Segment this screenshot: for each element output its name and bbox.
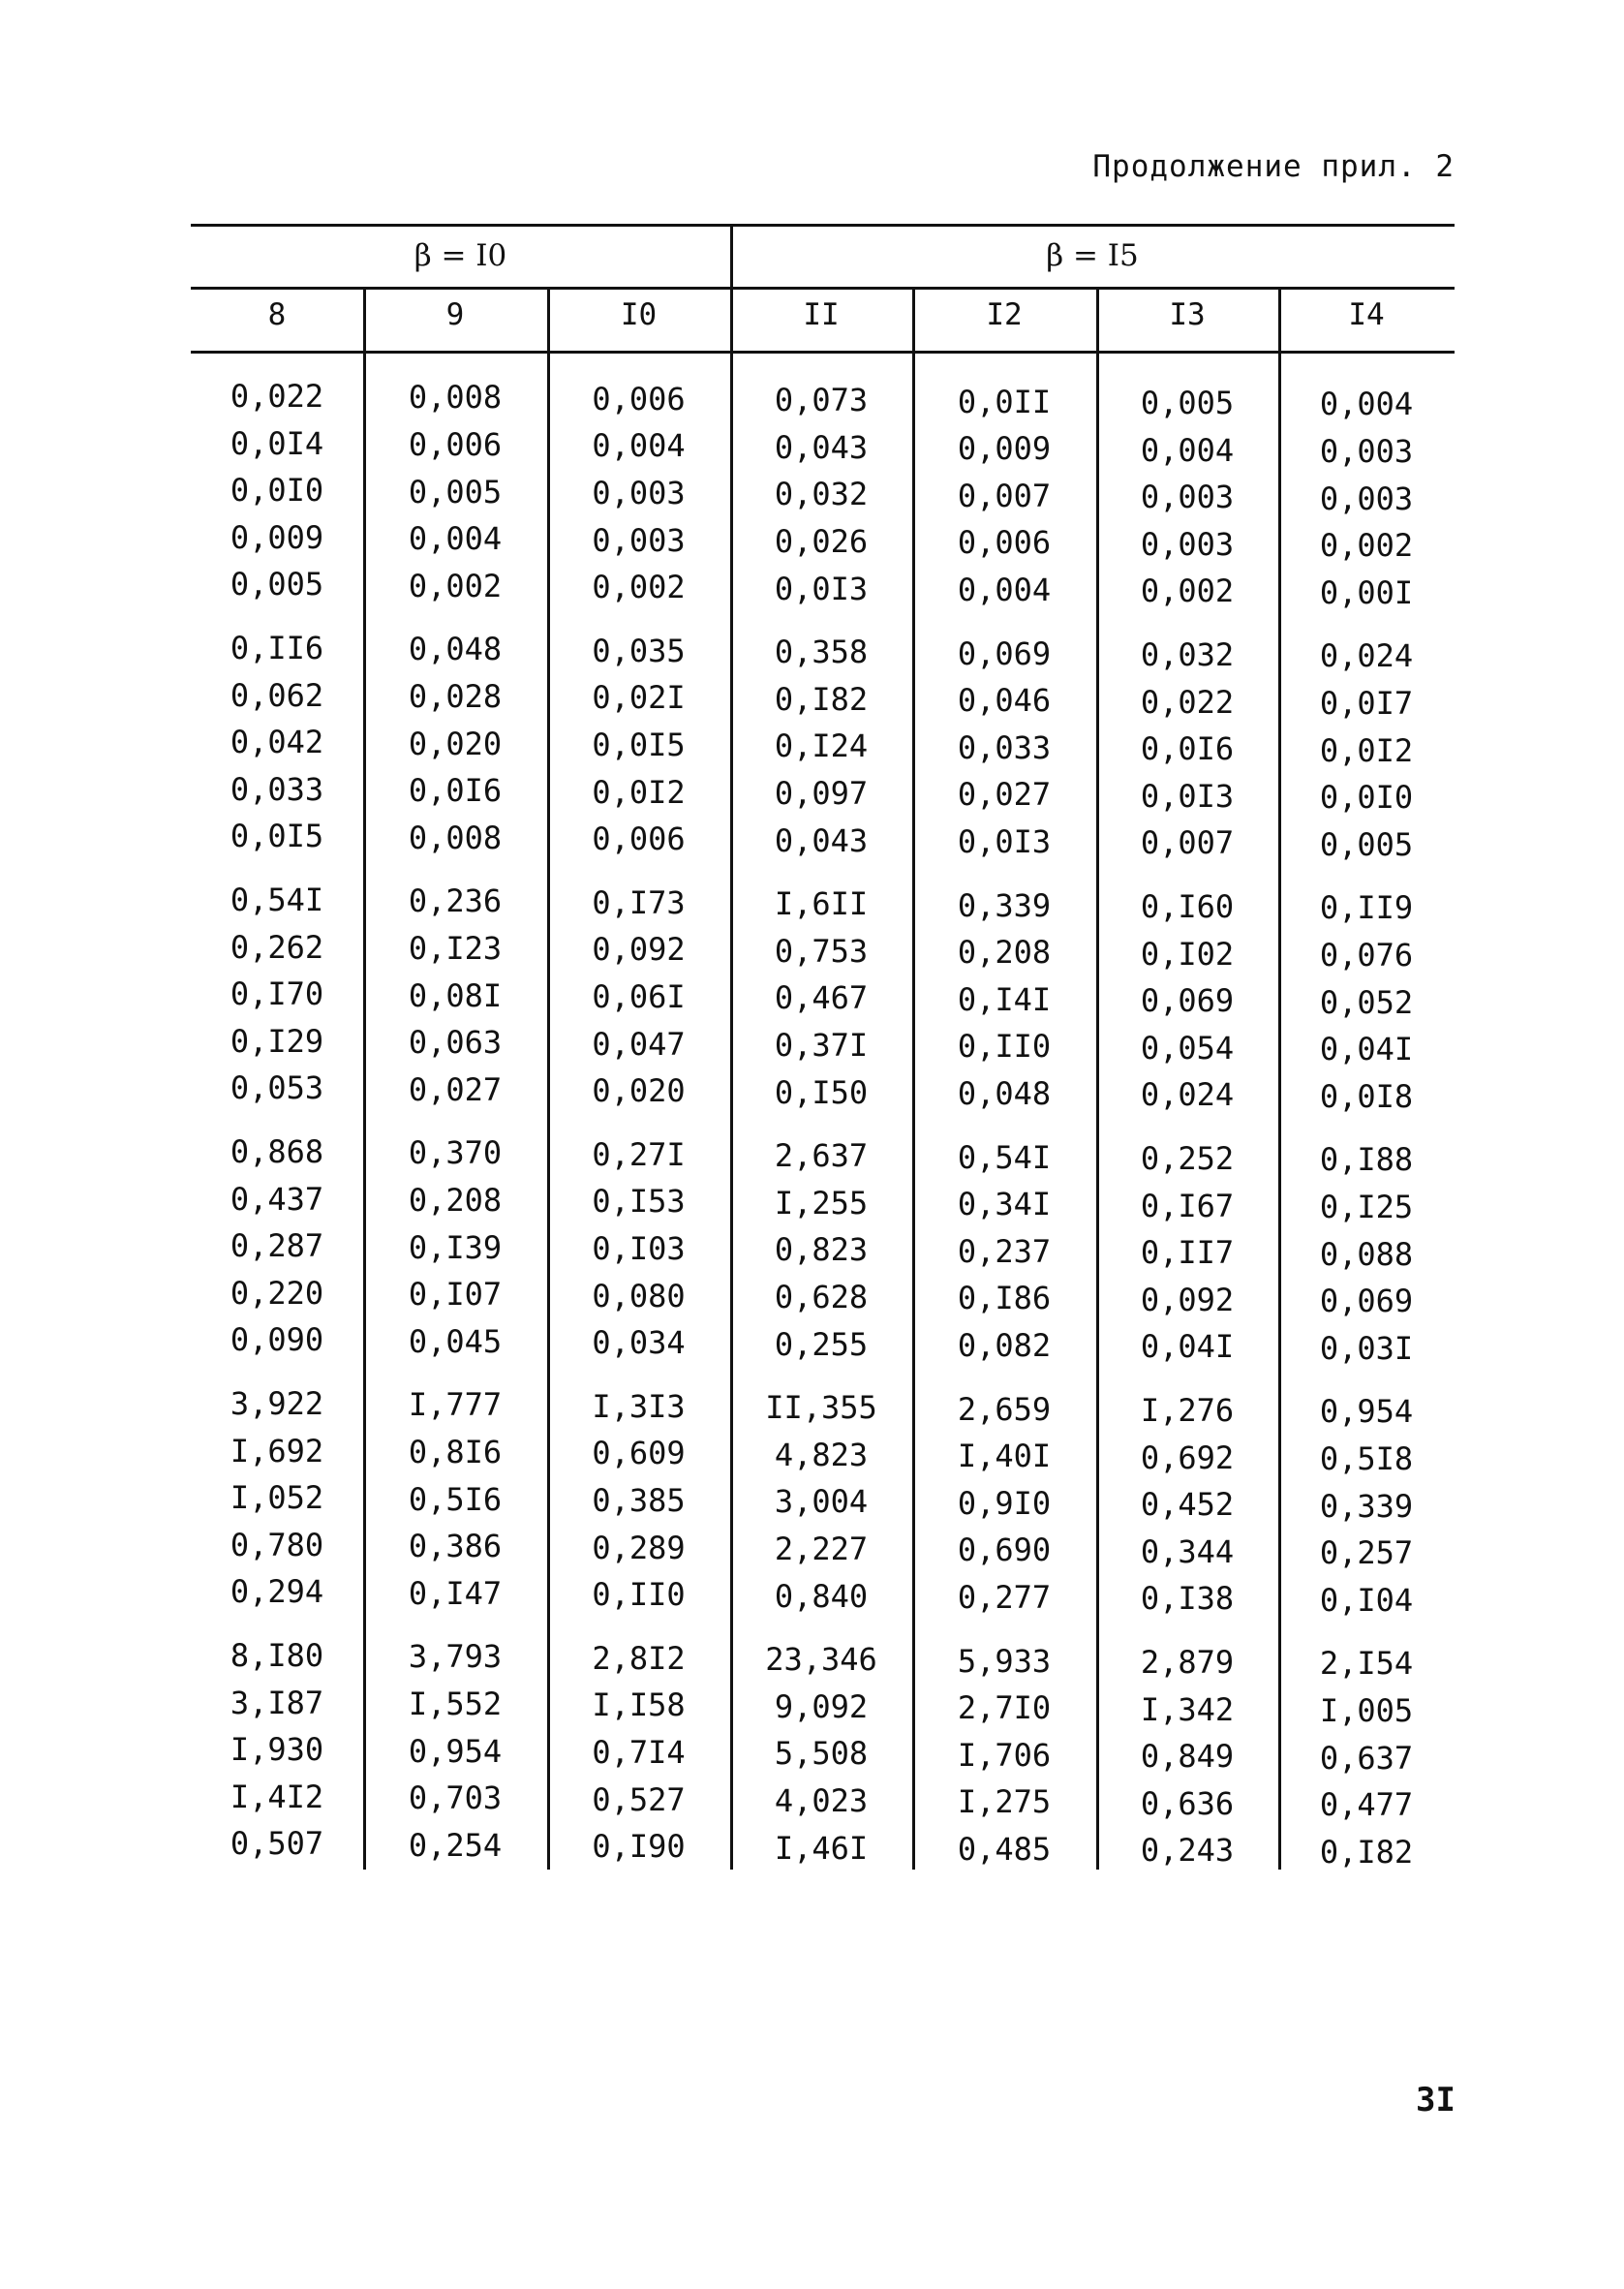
table-cell: 4,823 <box>774 1436 869 1473</box>
table-cell: 0,I67 <box>1140 1187 1235 1224</box>
column-header: I3 <box>1169 297 1206 332</box>
table-cell: 0,255 <box>774 1325 869 1363</box>
table-cell: 3,I87 <box>230 1684 324 1721</box>
column-header: II <box>803 297 840 332</box>
table-cell: 0,54I <box>230 882 324 918</box>
group-header-rule <box>191 287 1455 290</box>
table-cell: 0,008 <box>408 379 503 417</box>
table-cell: 2,I54 <box>1319 1645 1414 1683</box>
table-cell: 0,I23 <box>408 930 503 967</box>
table-cell: 0,048 <box>957 1075 1052 1112</box>
table-cell: 0,358 <box>774 634 869 671</box>
table-cell: 0,0I3 <box>774 570 869 607</box>
table-cell: 0,007 <box>1140 824 1235 862</box>
table-cell: 0,5I6 <box>408 1480 503 1518</box>
table-cell: 0,033 <box>230 770 324 808</box>
table-cell: 0,452 <box>1140 1486 1235 1524</box>
table-cell: 0,004 <box>592 427 686 465</box>
table-cell: 0,I60 <box>1140 888 1235 925</box>
table-cell: 2,8I2 <box>592 1639 686 1677</box>
table-cell: 0,I73 <box>592 883 686 921</box>
table-cell: 0,339 <box>957 886 1052 924</box>
table-cell: 0,002 <box>1319 527 1414 565</box>
table-cell: 0,04I <box>1319 1031 1414 1068</box>
table-cell: 0,042 <box>230 724 324 761</box>
table-cell: 0,003 <box>1140 479 1235 516</box>
table-cell: I,552 <box>408 1686 503 1722</box>
table-cell: 0,I82 <box>774 680 869 718</box>
table-cell: 0,005 <box>1140 385 1235 421</box>
table-cell: I,3I3 <box>592 1387 686 1425</box>
table-cell: 0,076 <box>1319 937 1414 974</box>
table-cell: 0,220 <box>230 1274 324 1312</box>
table-cell: 0,243 <box>1140 1832 1235 1870</box>
table-cell: 0,954 <box>1319 1393 1414 1431</box>
table-cell: 2,659 <box>957 1390 1052 1428</box>
table-cell: 0,0I5 <box>592 727 686 763</box>
table-cell: 0,780 <box>230 1526 324 1563</box>
table-cell: 0,II9 <box>1319 889 1414 927</box>
table-cell: 0,069 <box>957 634 1052 672</box>
table-cell: 0,437 <box>230 1180 324 1218</box>
table-cell: 0,046 <box>957 682 1052 720</box>
table-cell: 2,879 <box>1140 1644 1235 1681</box>
table-cell: 0,003 <box>1319 433 1414 470</box>
table-cell: 0,024 <box>1140 1076 1235 1114</box>
table-cell: 0,003 <box>1140 525 1235 563</box>
table-cell: 0,609 <box>592 1435 686 1472</box>
table-cell: 0,840 <box>774 1577 869 1615</box>
table-cell: 0,032 <box>1140 636 1235 673</box>
table-cell: 0,006 <box>408 426 503 463</box>
table-cell: 0,0I6 <box>408 772 503 810</box>
table-cell: 0,I38 <box>1140 1580 1235 1618</box>
table-cell: 0,082 <box>957 1327 1052 1364</box>
table-cell: 0,I03 <box>592 1230 686 1267</box>
table-cell: 0,254 <box>408 1826 503 1864</box>
table-cell: 0,092 <box>592 931 686 969</box>
table-cell: I,40I <box>957 1438 1052 1475</box>
table-cell: I,052 <box>230 1479 324 1517</box>
table-cell: 0,034 <box>592 1324 686 1362</box>
table-cell: 0,007 <box>957 477 1052 514</box>
table-cell: 0,0I7 <box>1319 685 1414 722</box>
table-cell: 3,793 <box>408 1638 503 1676</box>
table-cell: I,777 <box>408 1386 503 1424</box>
table-cell: 0,006 <box>592 820 686 858</box>
table-cell: 0,028 <box>408 678 503 715</box>
table-cell: 0,262 <box>230 928 324 966</box>
table-cell: 0,237 <box>957 1232 1052 1270</box>
table-cell: 0,006 <box>957 524 1052 562</box>
table-cell: 0,027 <box>408 1070 503 1108</box>
table-cell: 0,339 <box>1319 1487 1414 1525</box>
table-cell: 0,063 <box>408 1024 503 1062</box>
table-cell: 0,03I <box>1319 1329 1414 1367</box>
table-cell: 0,236 <box>408 882 503 920</box>
table-cell: 0,I47 <box>408 1574 503 1612</box>
table-cell: 0,005 <box>408 473 503 510</box>
table-cell: I,005 <box>1319 1692 1414 1729</box>
table-cell: 0,003 <box>1319 479 1414 517</box>
table-cell: 0,344 <box>1140 1532 1235 1570</box>
table-cell: 0,I70 <box>230 975 324 1013</box>
table-cell: 0,0I2 <box>1319 731 1414 769</box>
table-cell: 0,02I <box>592 679 686 717</box>
table-cell: 0,003 <box>592 475 686 511</box>
table-cell: 0,5I8 <box>1319 1440 1414 1477</box>
table-cell: 0,020 <box>408 725 503 762</box>
table-cell: 0,477 <box>1319 1786 1414 1824</box>
table-cell: 0,I07 <box>408 1276 503 1314</box>
table-cell: 0,027 <box>957 776 1052 814</box>
table-cell: 0,033 <box>957 728 1052 766</box>
table-cell: 0,257 <box>1319 1534 1414 1572</box>
table-cell: I,46I <box>774 1829 869 1867</box>
table-cell: 0,004 <box>1140 431 1235 469</box>
table-cell: 0,054 <box>1140 1029 1235 1067</box>
table-cell: 0,06I <box>592 978 686 1015</box>
table-cell: 0,052 <box>1319 983 1414 1021</box>
table-cell: 0,0I3 <box>1140 777 1235 815</box>
table-cell: 0,703 <box>408 1779 503 1817</box>
table-cell: 0,004 <box>408 520 503 558</box>
table-cell: 0,467 <box>774 979 869 1017</box>
table-cell: 0,II6 <box>230 630 324 666</box>
table-cell: 0,062 <box>230 676 324 714</box>
table-cell: 0,37I <box>774 1027 869 1064</box>
table-cell: 0,690 <box>957 1531 1052 1569</box>
table-cell: 0,I25 <box>1319 1189 1414 1225</box>
table-cell: 0,8I6 <box>408 1434 503 1470</box>
table-cell: 0,0I6 <box>1140 730 1235 768</box>
table-cell: 0,527 <box>592 1780 686 1818</box>
table-cell: 0,026 <box>774 523 869 560</box>
table-cell: 2,227 <box>774 1531 869 1567</box>
table-cell: 0,954 <box>408 1732 503 1770</box>
table-cell: 0,386 <box>408 1528 503 1565</box>
table-cell: 0,208 <box>408 1182 503 1219</box>
table-cell: 5,933 <box>957 1642 1052 1680</box>
table-cell: 0,636 <box>1140 1784 1235 1822</box>
table-cell: 0,048 <box>408 631 503 668</box>
table-cell: 0,024 <box>1319 637 1414 675</box>
table-cell: 0,009 <box>957 430 1052 468</box>
column-header: 8 <box>267 297 287 332</box>
table-cell: 0,032 <box>774 476 869 513</box>
table-cell: 0,I04 <box>1319 1581 1414 1619</box>
table-cell: 0,090 <box>230 1321 324 1359</box>
table-cell: 0,I24 <box>774 727 869 765</box>
table-cell: 8,I80 <box>230 1637 324 1674</box>
table-cell: 0,I90 <box>592 1828 686 1866</box>
table-cell: 0,003 <box>592 521 686 559</box>
table-cell: 0,002 <box>592 569 686 606</box>
table-cell: 0,485 <box>957 1831 1052 1868</box>
table-cell: 0,I02 <box>1140 935 1235 973</box>
table-cell: II,355 <box>765 1389 877 1427</box>
table-cell: 0,I88 <box>1319 1141 1414 1179</box>
table-cell: 9,092 <box>774 1687 869 1725</box>
table-cell: I,692 <box>230 1432 324 1469</box>
column-header: I0 <box>620 297 658 332</box>
table-cell: I,I58 <box>592 1686 686 1724</box>
beta-group-header: β = I5 <box>1046 238 1139 273</box>
table-cell: 0,04I <box>1140 1328 1235 1366</box>
table-cell: 0,54I <box>957 1138 1052 1176</box>
table-cell: I,706 <box>957 1736 1052 1774</box>
table-cell: I,342 <box>1140 1690 1235 1728</box>
table-cell: 0,277 <box>957 1579 1052 1616</box>
table-cell: 0,208 <box>957 934 1052 972</box>
table-cell: I,255 <box>774 1184 869 1222</box>
column-header-rule <box>191 351 1455 354</box>
table-cell: 0,II0 <box>592 1576 686 1614</box>
table-cell: 0,I50 <box>774 1073 869 1111</box>
table-cell: 0,043 <box>774 821 869 859</box>
table-cell: 0,294 <box>230 1573 324 1611</box>
column-header: I4 <box>1348 297 1385 332</box>
table-cell: 0,7I4 <box>592 1734 686 1771</box>
table-cell: 0,637 <box>1319 1739 1414 1777</box>
table-cell: 5,508 <box>774 1735 869 1773</box>
table-cell: 0,080 <box>592 1277 686 1315</box>
table-cell: 0,053 <box>230 1069 324 1107</box>
table-cell: 0,005 <box>230 566 324 603</box>
table-cell: 0,069 <box>1140 982 1235 1020</box>
page-number: 3I <box>1416 2081 1455 2119</box>
table-cell: 4,023 <box>774 1782 869 1819</box>
table-cell: 0,385 <box>592 1482 686 1519</box>
table-cell: 0,009 <box>230 518 324 556</box>
table-cell: 0,I86 <box>957 1280 1052 1317</box>
table-cell: 2,7I0 <box>957 1689 1052 1727</box>
table-cell: 0,I82 <box>1319 1833 1414 1871</box>
table-cell: 0,823 <box>774 1231 869 1269</box>
continuation-note: Продолжение прил. 2 <box>1092 149 1455 184</box>
table-cell: 0,0I3 <box>957 823 1052 860</box>
table-cell: 3,004 <box>774 1483 869 1521</box>
table-cell: 0,043 <box>774 428 869 466</box>
table-cell: 0,27I <box>592 1135 686 1173</box>
table-cell: 0,092 <box>1140 1281 1235 1318</box>
table-cell: 0,0I2 <box>592 773 686 811</box>
table-cell: 0,045 <box>408 1322 503 1360</box>
table-cell: 0,0I0 <box>1319 779 1414 817</box>
table-cell: 0,I39 <box>408 1228 503 1266</box>
table-cell: I,4I2 <box>230 1778 324 1815</box>
table-cell: 0,I29 <box>230 1022 324 1060</box>
table-cell: 0,252 <box>1140 1140 1235 1177</box>
table-cell: 0,022 <box>1140 683 1235 721</box>
table-cell: 0,008 <box>408 819 503 856</box>
table-cell: 0,II0 <box>957 1028 1052 1066</box>
table-cell: 0,035 <box>592 632 686 669</box>
table-cell: I,275 <box>957 1783 1052 1821</box>
table-cell: 0,002 <box>408 567 503 604</box>
table-cell: 0,I53 <box>592 1183 686 1221</box>
table-cell: I,930 <box>230 1731 324 1769</box>
table-cell: 0,08I <box>408 976 503 1014</box>
table-cell: 0,34I <box>957 1186 1052 1223</box>
table-cell: I,6II <box>774 885 869 923</box>
table-cell: 0,088 <box>1319 1235 1414 1273</box>
table-cell: 0,097 <box>774 775 869 812</box>
table-cell: 0,0I5 <box>230 818 324 855</box>
table-cell: 0,849 <box>1140 1738 1235 1776</box>
table-cell: 0,047 <box>592 1025 686 1063</box>
table-cell: 0,005 <box>1319 825 1414 863</box>
table-cell: 0,073 <box>774 382 869 419</box>
table-cell: 0,I4I <box>957 980 1052 1018</box>
table-cell: 0,004 <box>957 572 1052 608</box>
table-cell: 0,0I0 <box>230 472 324 510</box>
table-cell: 3,922 <box>230 1385 324 1422</box>
table-cell: 0,II7 <box>1140 1234 1235 1272</box>
table-cell: 2,637 <box>774 1137 869 1175</box>
table-cell: 0,507 <box>230 1825 324 1863</box>
table-cell: 0,00I <box>1319 573 1414 611</box>
table-cell: 0,004 <box>1319 386 1414 423</box>
table-cell: 0,020 <box>592 1072 686 1110</box>
table-cell: 0,692 <box>1140 1438 1235 1476</box>
table-cell: 23,346 <box>765 1641 877 1679</box>
table-cell: 0,0I4 <box>230 424 324 462</box>
table-cell: 0,753 <box>774 932 869 970</box>
table-cell: 0,370 <box>408 1134 503 1172</box>
table-cell: I,276 <box>1140 1392 1235 1429</box>
column-header: 9 <box>445 297 465 332</box>
table-cell: 0,0II <box>957 383 1052 420</box>
column-header: I2 <box>986 297 1023 332</box>
table-top-rule <box>191 224 1455 227</box>
table-cell: 0,628 <box>774 1279 869 1315</box>
table-cell: 0,069 <box>1319 1283 1414 1320</box>
table-cell: 0,287 <box>230 1227 324 1265</box>
table-cell: 0,289 <box>592 1529 686 1566</box>
table-cell: 0,9I0 <box>957 1484 1052 1522</box>
beta-group-header: β = I0 <box>414 238 507 273</box>
table-cell: 0,006 <box>592 380 686 418</box>
table-cell: 0,022 <box>230 378 324 415</box>
table-cell: 0,0I8 <box>1319 1077 1414 1115</box>
table-cell: 0,002 <box>1140 572 1235 610</box>
table-cell: 0,868 <box>230 1133 324 1170</box>
